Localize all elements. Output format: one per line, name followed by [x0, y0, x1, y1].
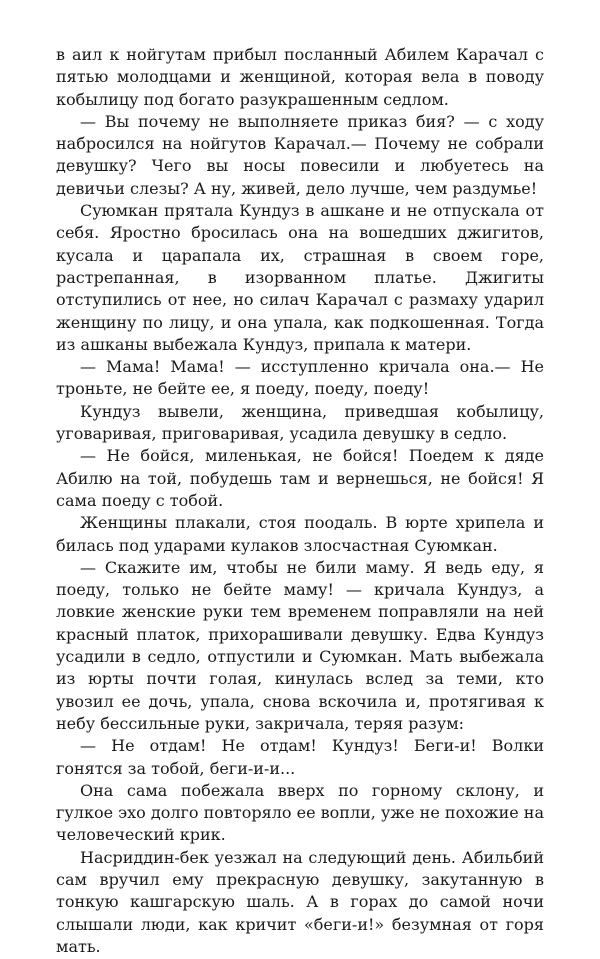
paragraph-7: Женщины плакали, стоя поодаль. В юрте хрипела и билась под ударами кулаков злосчастная Суюмкан. [56, 513, 544, 555]
paragraph-11: Насриддин-бек уезжал на следующий день. Абильбий сам вручил ему прекрасную девушку, закутанную в тонкую кашгарскую шаль. А в горах до самой ночи слышали люди, как кричит «беги-и!» безумная от горя мать. [56, 847, 544, 956]
paragraph-5: Кундуз вывели, женщина, приведшая кобылицу, уговаривая, приговаривая, усадила девушку в седло. [56, 401, 544, 444]
paragraph-2: — Вы почему не выполняете приказ бия? — с ходу набросился на нойгутов Карачал.— Почему не собрали девушку? Чего вы носы повесили и любуетесь на девичьи слезы? А ну, живей, дело лучше, чем раздумье! [56, 111, 544, 198]
paragraph-8: — Скажите им, чтобы не били маму. Я ведь еду, я поеду, только не бейте маму! — кричала Кундуз, а ловкие женские руки тем временем поправляли на ней красный платок, прихорашивали девушку. Едва Кундуз усадили в седло, отпустили и Суюмкан. Мать выбежала из юрты почти голая, кинулась вслед за теми, кто увозил ее дочь, упала, снова вскочила и, протягивая к небу бессильные руки, закричала, теряя разум: [56, 557, 544, 733]
book-page [56, 44, 544, 958]
paragraph-1: в аил к нойгутам прибыл посланный Абилем Карачал с пятью молодцами и женщиной, которая вела в поводу кобылицу под богато разукрашенным седлом. [56, 45, 544, 109]
paragraph-4: — Мама! Мама! — исступленно кричала она.— Не троньте, не бейте ее, я поеду, поеду, поеду! [56, 357, 544, 399]
paragraph-3: Суюмкан прятала Кундуз в ашкане и не отпускала от себя. Яростно бросилась она на вошедших джигитов, кусала и царапала их, страшная в своем горе, растрепанная, в изорванном платье. Джигиты отступились от нее, но силач Карачал с размаху ударил женщину по лицу, и она упала, как подкошенная. Тогда из ашканы выбежала Кундуз, припала к матери. [56, 201, 544, 354]
paragraph-6: — Не бойся, миленькая, не бойся! Поедем к дяде Абилю на той, побудешь там и вернешься, не бойся! Я сама поеду с тобой. [56, 446, 544, 510]
paragraph-10: Она сама побежала вверх по горному склону, и гулкое эхо долго повторяло ее вопли, уже не похожие на человеческий крик. [56, 780, 544, 845]
paragraph-9: — Не отдам! Не отдам! Кундуз! Беги-и! Волки гонятся за тобой, беги-и-и... [56, 736, 544, 778]
